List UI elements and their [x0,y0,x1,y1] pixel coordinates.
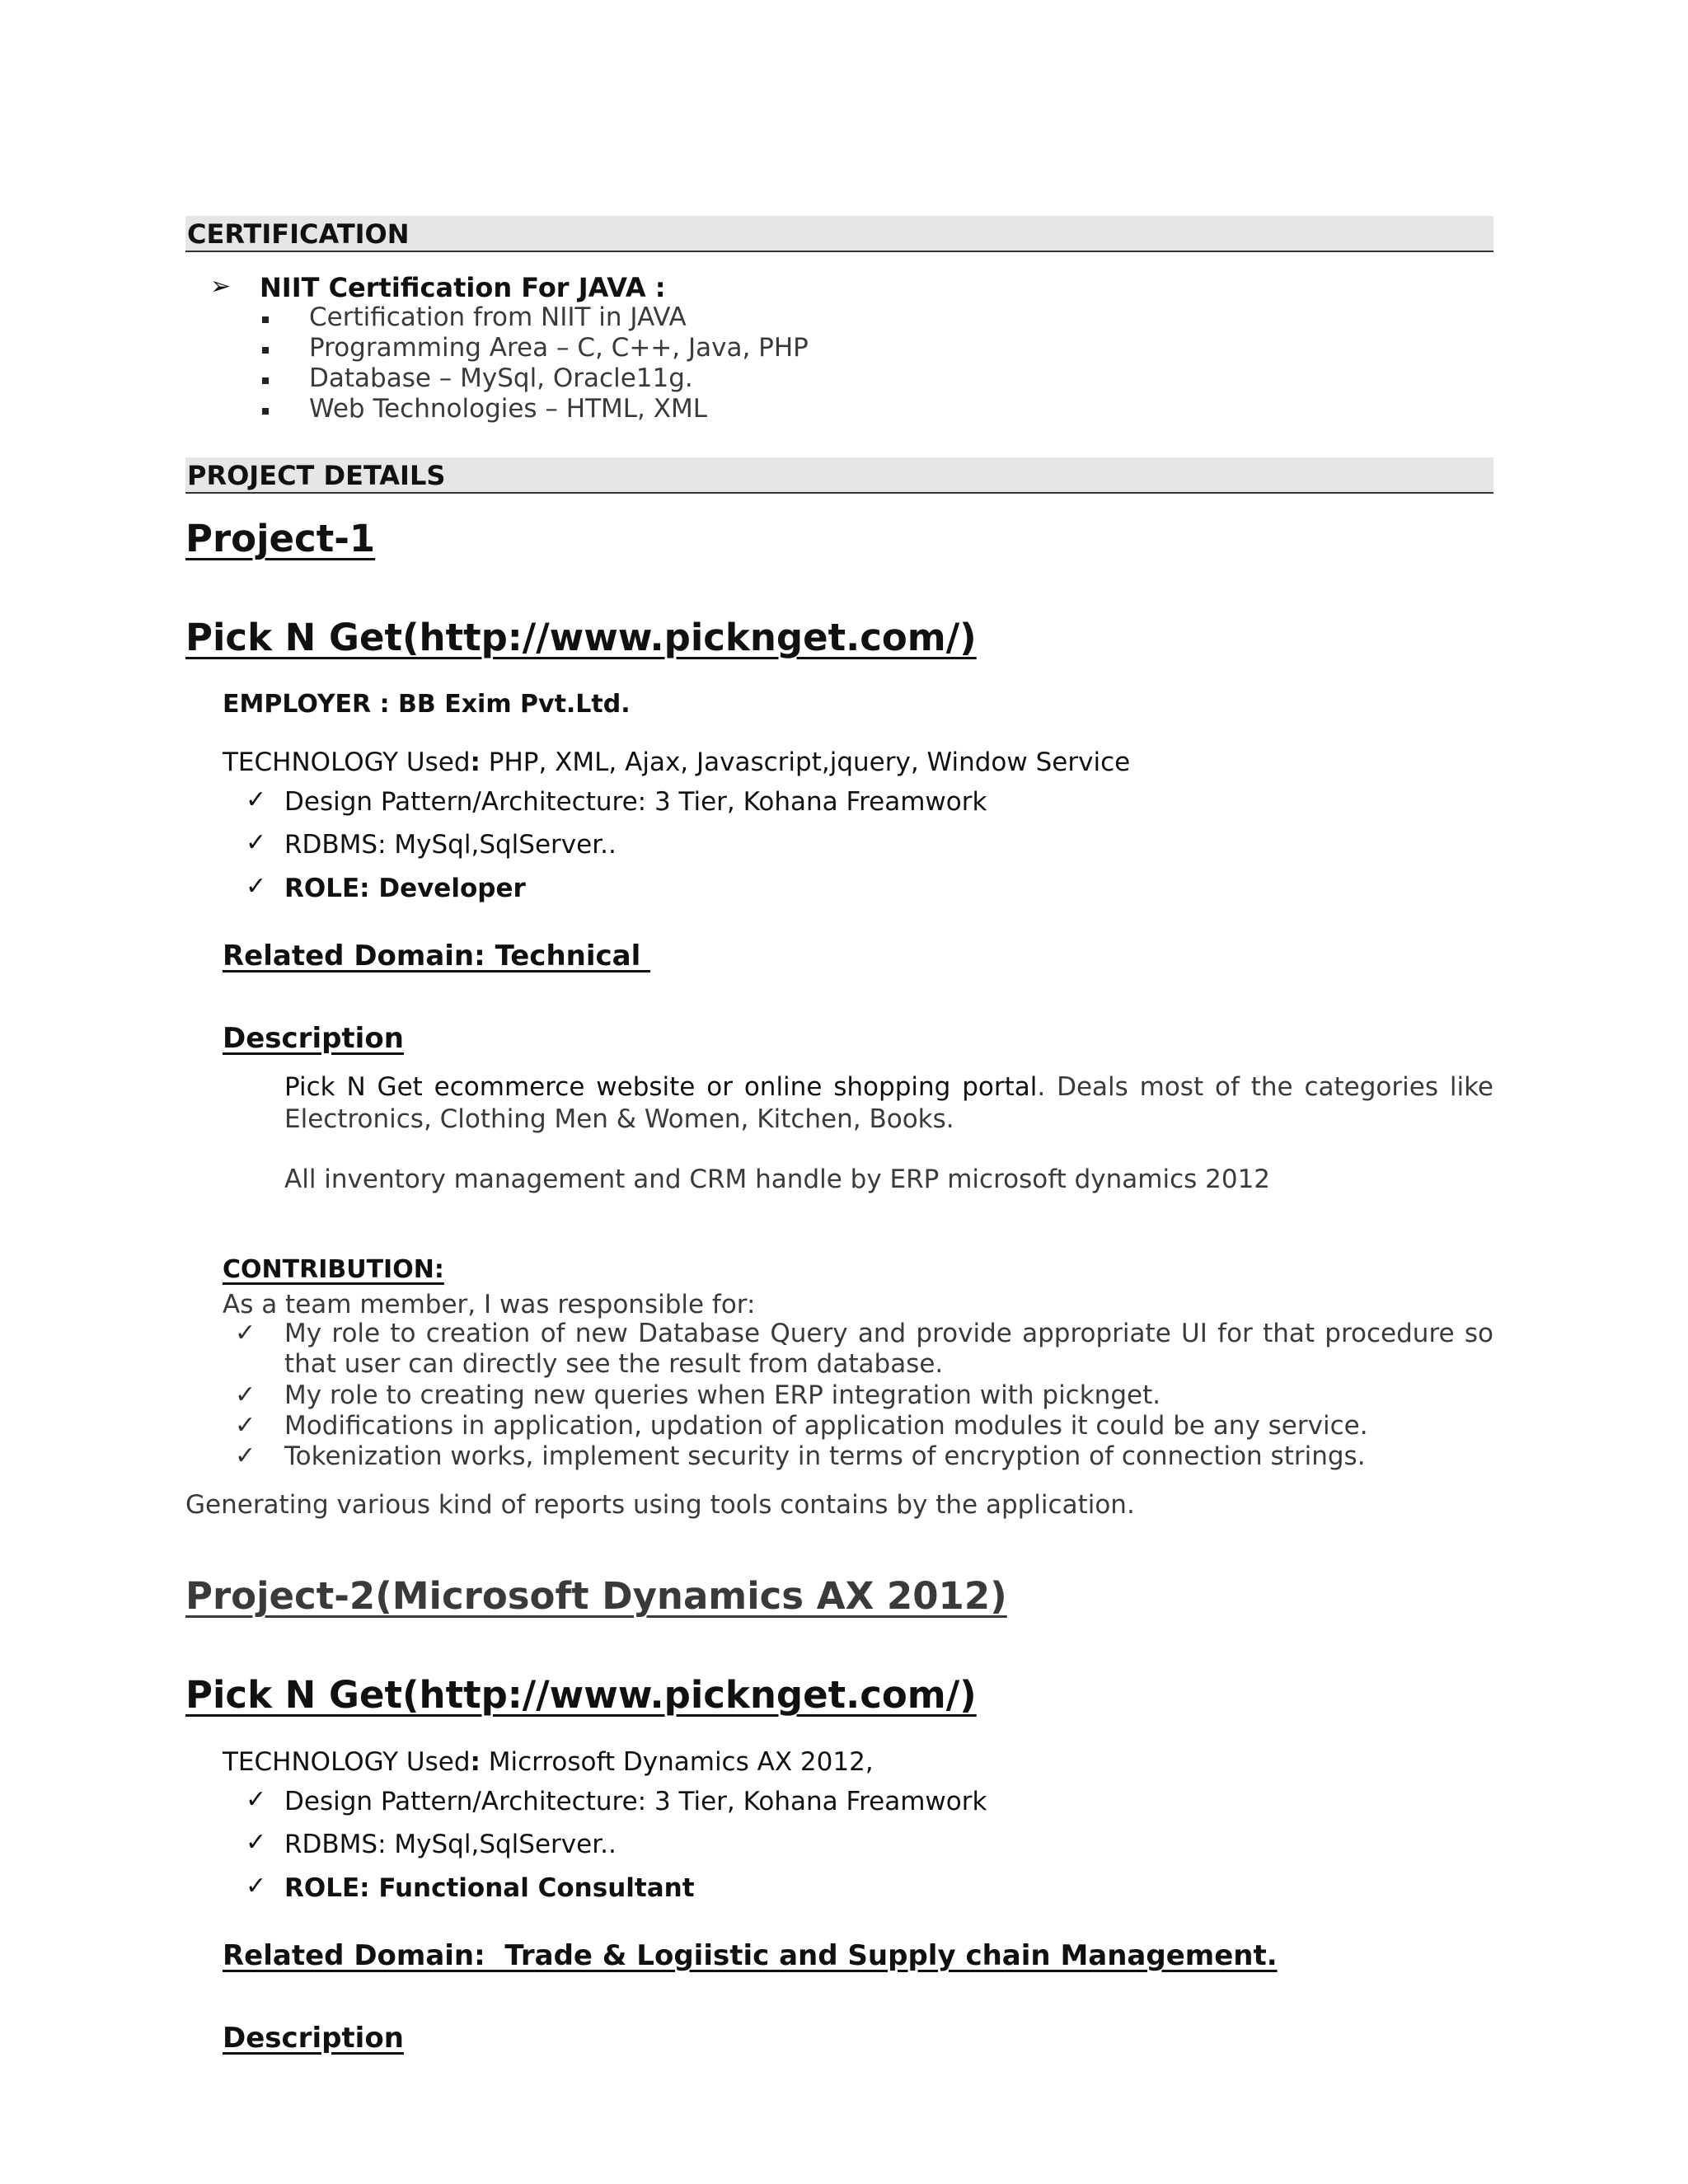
contribution-item: Tokenization works, implement security in terms of encryption of connection strings. [284,1441,1366,1471]
checkmark-icon: ✓ [246,1872,267,1900]
checkmark-icon: ✓ [235,1319,256,1347]
project2-role: ROLE: Functional Consultant [284,1873,695,1903]
contribution-item: Modifications in application, updation of application modules it could be any service. [284,1411,1368,1441]
checkmark-icon: ✓ [235,1411,256,1440]
technology-label: TECHNOLOGY Used [223,1747,471,1777]
arrow-bullet-icon: ➢ [210,272,232,301]
checkmark-icon: ✓ [246,828,267,857]
certification-bullet: Certification from NIIT in JAVA [309,302,687,332]
project2-check-item: RDBMS: MySql,SqlServer.. [284,1830,617,1859]
project1-title: Project-1 [185,517,376,560]
certification-bullet: Programming Area – C, C++, Java, PHP [309,333,809,363]
reports-line: Generating various kind of reports using tools contains by the application. [185,1490,1135,1520]
square-bullet-icon [262,408,269,415]
project1-domain: Related Domain: Technical [223,940,651,972]
certification-bullet: Web Technologies – HTML, XML [309,394,708,424]
project-details-heading: PROJECT DETAILS [187,460,446,491]
project1-check-item: RDBMS: MySql,SqlServer.. [284,830,617,860]
technology-value: Micrrosoft Dynamics AX 2012, [480,1747,874,1777]
contribution-item: My role to creation of new Database Query and provide appropriate UI for that procedure so that user can directly see the result from database. [284,1319,1493,1379]
checkmark-icon: ✓ [246,1785,267,1814]
description-lead: Pick N Get ecommerce website or online shopping portal [284,1072,1038,1102]
contribution-heading: CONTRIBUTION: [223,1255,444,1284]
project2-description-heading: Description [223,2022,404,2055]
checkmark-icon: ✓ [246,1828,267,1857]
square-bullet-icon [262,316,269,323]
project2-title: Project-2(Microsoft Dynamics AX 2012) [185,1574,1007,1618]
project1-description-heading: Description [223,1022,404,1055]
square-bullet-icon [262,347,269,354]
contribution-item: My role to creating new queries when ERP integration with picknget. [284,1380,1161,1410]
technology-colon: : [470,1747,481,1777]
contribution-intro: As a team member, I was responsible for: [223,1290,756,1319]
project2-name: Pick N Get(http://www.picknget.com/) [185,1673,977,1717]
square-bullet-icon [262,377,269,384]
certification-heading-band [185,216,1493,252]
project2-check-item: Design Pattern/Architecture: 3 Tier, Kohana Freamwork [284,1787,987,1816]
project1-description-line2: All inventory management and CRM handle by ERP microsoft dynamics 2012 [284,1165,1271,1194]
project2-domain: Related Domain: Trade & Logiistic and Supply chain Management. [223,1939,1278,1972]
checkmark-icon: ✓ [246,872,267,901]
project1-description [284,1071,1493,1136]
project1-check-item: Design Pattern/Architecture: 3 Tier, Kohana Freamwork [284,787,987,817]
checkmark-icon: ✓ [235,1441,256,1470]
certification-title: NIIT Certification For JAVA : [260,272,666,303]
technology-value: PHP, XML, Ajax, Javascript,jquery, Window Service [480,748,1131,777]
project1-role: ROLE: Developer [284,874,526,903]
project2-technology [223,1747,874,1777]
checkmark-icon: ✓ [246,785,267,814]
checkmark-icon: ✓ [235,1380,256,1409]
project1-employer: EMPLOYER : BB Exim Pvt.Ltd. [223,690,631,719]
technology-label: TECHNOLOGY Used [223,748,471,777]
project-details-heading-band [185,457,1493,494]
description-rest: . Deals most of the categories like Electronics, Clothing Men & Women, Kitchen, Books. [284,1072,1493,1134]
project1-name: Pick N Get(http://www.picknget.com/) [185,616,977,659]
certification-bullet: Database – MySql, Oracle11g. [309,363,693,393]
certification-heading: CERTIFICATION [187,218,410,250]
technology-colon: : [470,748,481,777]
project1-technology [223,748,1130,777]
